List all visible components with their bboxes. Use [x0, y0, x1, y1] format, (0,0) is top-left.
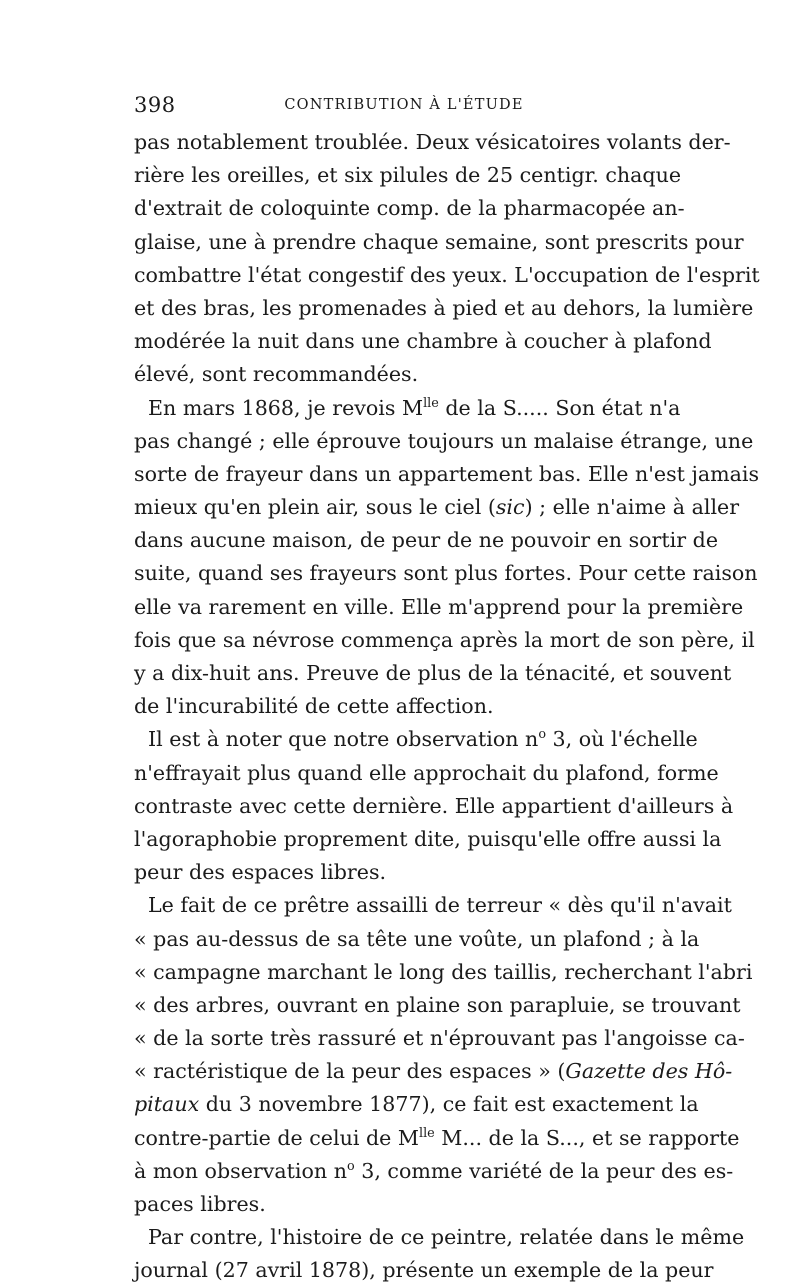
text-line: contre-partie de celui de $M^{lle}$ M... de la S..., et se rapporte: [134, 1125, 740, 1150]
text-line: suite, quand ses frayeurs sont plus fortes. Pour cette raison: [134, 561, 758, 586]
text-line: modérée la nuit dans une chambre à coucher à plafond: [134, 329, 712, 354]
text-line: fois que sa névrose commença après la mort de son père, il: [134, 627, 755, 652]
text-line: d'extrait de coloquinte comp. de la pharmacopée an-: [134, 196, 685, 221]
italic-text: Gazette des Hô-: [565, 1059, 733, 1084]
text-line: pas changé ; elle éprouve toujours un malaise étrange, une: [134, 428, 754, 453]
superscript: o: [538, 727, 546, 743]
text-line: y a dix-huit ans. Preuve de plus de la ténacité, et souvent: [134, 661, 732, 685]
superscript: o: [347, 1158, 355, 1174]
superscript: lle: [423, 395, 439, 411]
text-line: « campagne marchant le long des taillis, recherchant l'abri: [134, 959, 753, 984]
text-line: dans aucune maison, de peur de ne pouvoir en sortir de: [134, 528, 719, 553]
paragraph-first-line: Le fait de ce prêtre assailli de terreur « dès qu'il n'avait: [148, 893, 732, 918]
paragraph-end-line: de l'incurabilité de cette affection.: [134, 694, 494, 719]
running-title: CONTRIBUTION À L'ÉTUDE: [284, 97, 524, 113]
text-line: elle va rarement en ville. Elle m'apprend pour la première: [134, 594, 744, 619]
text-line: et des bras, les promenades à pied et au dehors, la lumière: [134, 295, 754, 320]
text-line: sorte de frayeur dans un appartement bas. Elle n'est jamais: [134, 461, 760, 486]
superscript: lle: [418, 1125, 435, 1141]
text-line: n'effrayait plus quand elle approchait du plafond, forme: [134, 760, 719, 785]
paragraph-end-line: élevé, sont recommandées.: [134, 362, 419, 387]
paragraph-first-line: En mars 1868, je revois $M^{lle}$ de la S..... Son état n'a: [148, 395, 681, 420]
text-line: « des arbres, ouvrant en plaine son parapluie, se trouvant: [134, 992, 741, 1017]
text-line: « de la sorte très rassuré et n'éprouvant pas l'angoisse ca-: [134, 1026, 745, 1051]
text-line: à mon observation $n^o$ 3, comme variété de la peur des es-: [134, 1158, 734, 1183]
page-header: [134, 93, 674, 123]
text-line: l'agoraphobie proprement dite, puisqu'elle offre aussi la: [134, 826, 722, 851]
text-line: rière les oreilles, et six pilules de 25 centigr. chaque: [134, 163, 682, 188]
text-line: pas notablement troublée. Deux vésicatoires volants der-: [134, 130, 731, 154]
text-line: pitaux du 3 novembre 1877), ce fait est exactement la: [134, 1092, 699, 1117]
page-number: 398: [134, 93, 176, 117]
paragraph-first-line: Par contre, l'histoire de ce peintre, relatée dans le même: [148, 1225, 745, 1250]
text-line: contraste avec cette dernière. Elle appartient d'ailleurs à: [134, 793, 734, 818]
paragraph-end-line: peur des espaces libres.: [134, 860, 387, 885]
italic-text: pitaux: [134, 1092, 200, 1117]
paragraph-first-line: Il est à noter que notre observation $n^o$ 3, où l'échelle: [148, 727, 698, 752]
text-line: mieux qu'en plein air, sous le ciel (sic) ; elle n'aime à aller: [134, 495, 740, 520]
paragraph-end-line: paces libres.: [134, 1192, 266, 1216]
text-line: glaise, une à prendre chaque semaine, sont prescrits pour: [134, 229, 744, 254]
italic-text: sic: [495, 495, 525, 520]
text-line: « pas au-dessus de sa tête une voûte, un plafond ; à la: [134, 926, 700, 951]
text-line: combattre l'état congestif des yeux. L'occupation de l'esprit: [134, 262, 760, 287]
text-line: journal (27 avril 1878), présente un exemple de la peur: [134, 1258, 714, 1283]
body-text: [134, 126, 760, 1288]
text-line: « ractéristique de la peur des espaces » (Gazette des Hô-: [134, 1059, 733, 1084]
